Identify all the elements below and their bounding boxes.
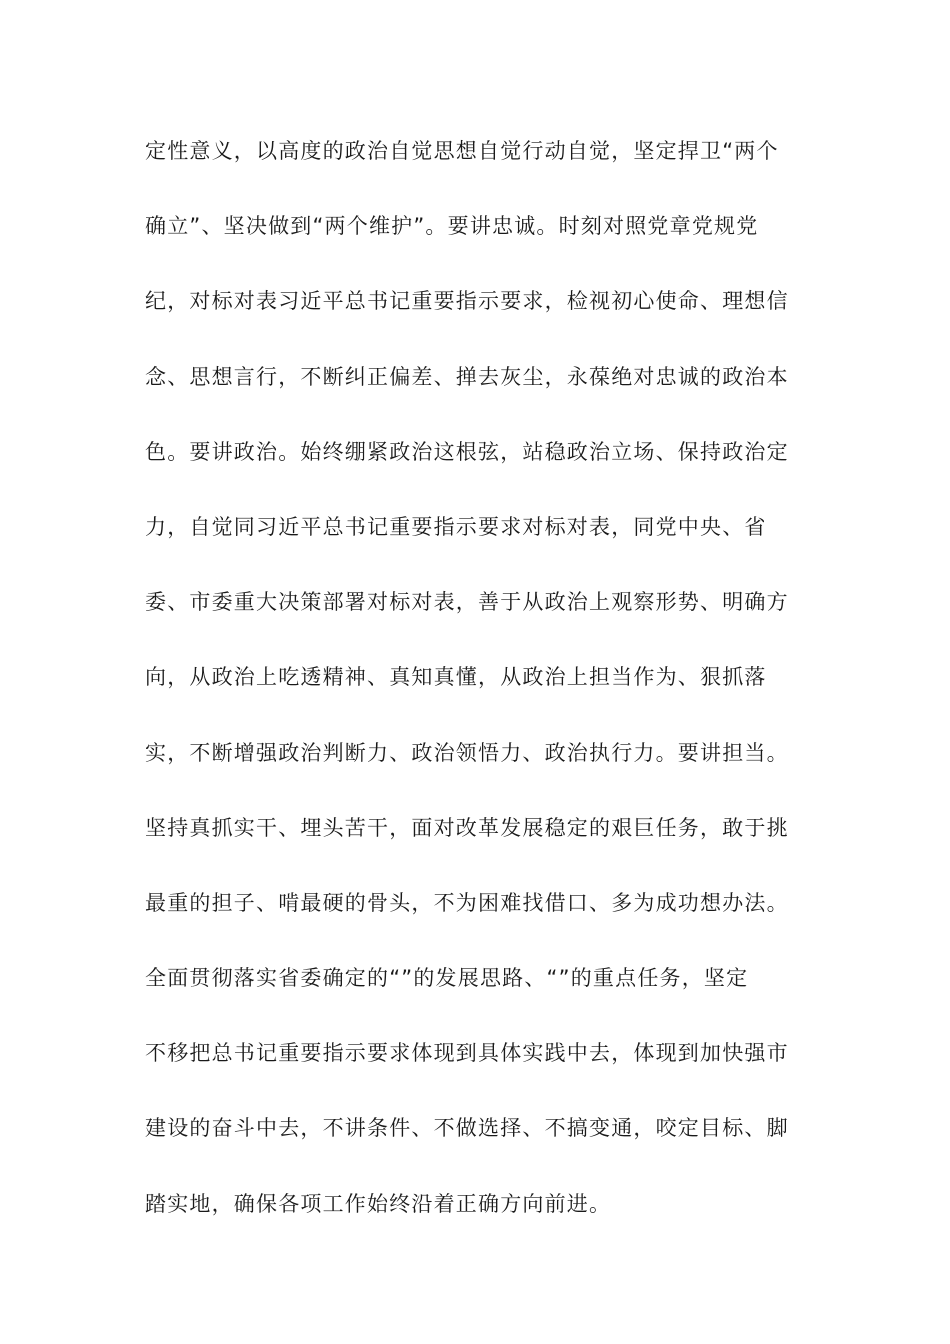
text-line: 定性意义，以高度的政治自觉思想自觉行动自觉，坚定捍卫“两个 [145,139,779,163]
text-line: 踏实地，确保各项工作始终沿着正确方向前进。 [145,1191,612,1216]
text-line: 念、思想言行，不断纠正偏差、掸去灰尘，永葆绝对忠诚的政治本 [145,364,789,389]
text-line: 力，自觉同习近平总书记重要指示要求对标对表，同党中央、省 [145,514,767,539]
text-line: 实，不断增强政治判断力、政治领悟力、政治执行力。要讲担当。 [145,740,789,765]
text-line: 不移把总书记重要指示要求体现到具体实践中去，体现到加快强市 [145,1041,789,1066]
text-line: 色。要讲政治。始终绷紧政治这根弦，站稳政治立场、保持政治定 [145,439,789,464]
text-line: 坚持真抓实干、埋头苦干，面对改革发展稳定的艰巨任务，敢于挑 [145,815,789,840]
text-line: 建设的奋斗中去，不讲条件、不做选择、不搞变通，咬定目标、脚 [145,1116,789,1141]
text-line: 向，从政治上吃透精神、真知真懂，从政治上担当作为、狠抓落 [145,665,767,690]
text-line: 委、市委重大决策部署对标对表，善于从政治上观察形势、明确方 [145,590,789,615]
text-line: 全面贯彻落实省委确定的“”的发展思路、“”的重点任务，坚定 [145,966,749,991]
text-line: 最重的担子、啃最硬的骨头，不为困难找借口、多为成功想办法。 [145,890,789,915]
body-paragraph [145,127,805,1255]
text-line: 确立”、坚决做到“两个维护”。要讲忠诚。时刻对照党章党规党 [145,214,759,239]
text-line: 纪，对标对表习近平总书记重要指示要求，检视初心使命、理想信 [145,289,789,314]
